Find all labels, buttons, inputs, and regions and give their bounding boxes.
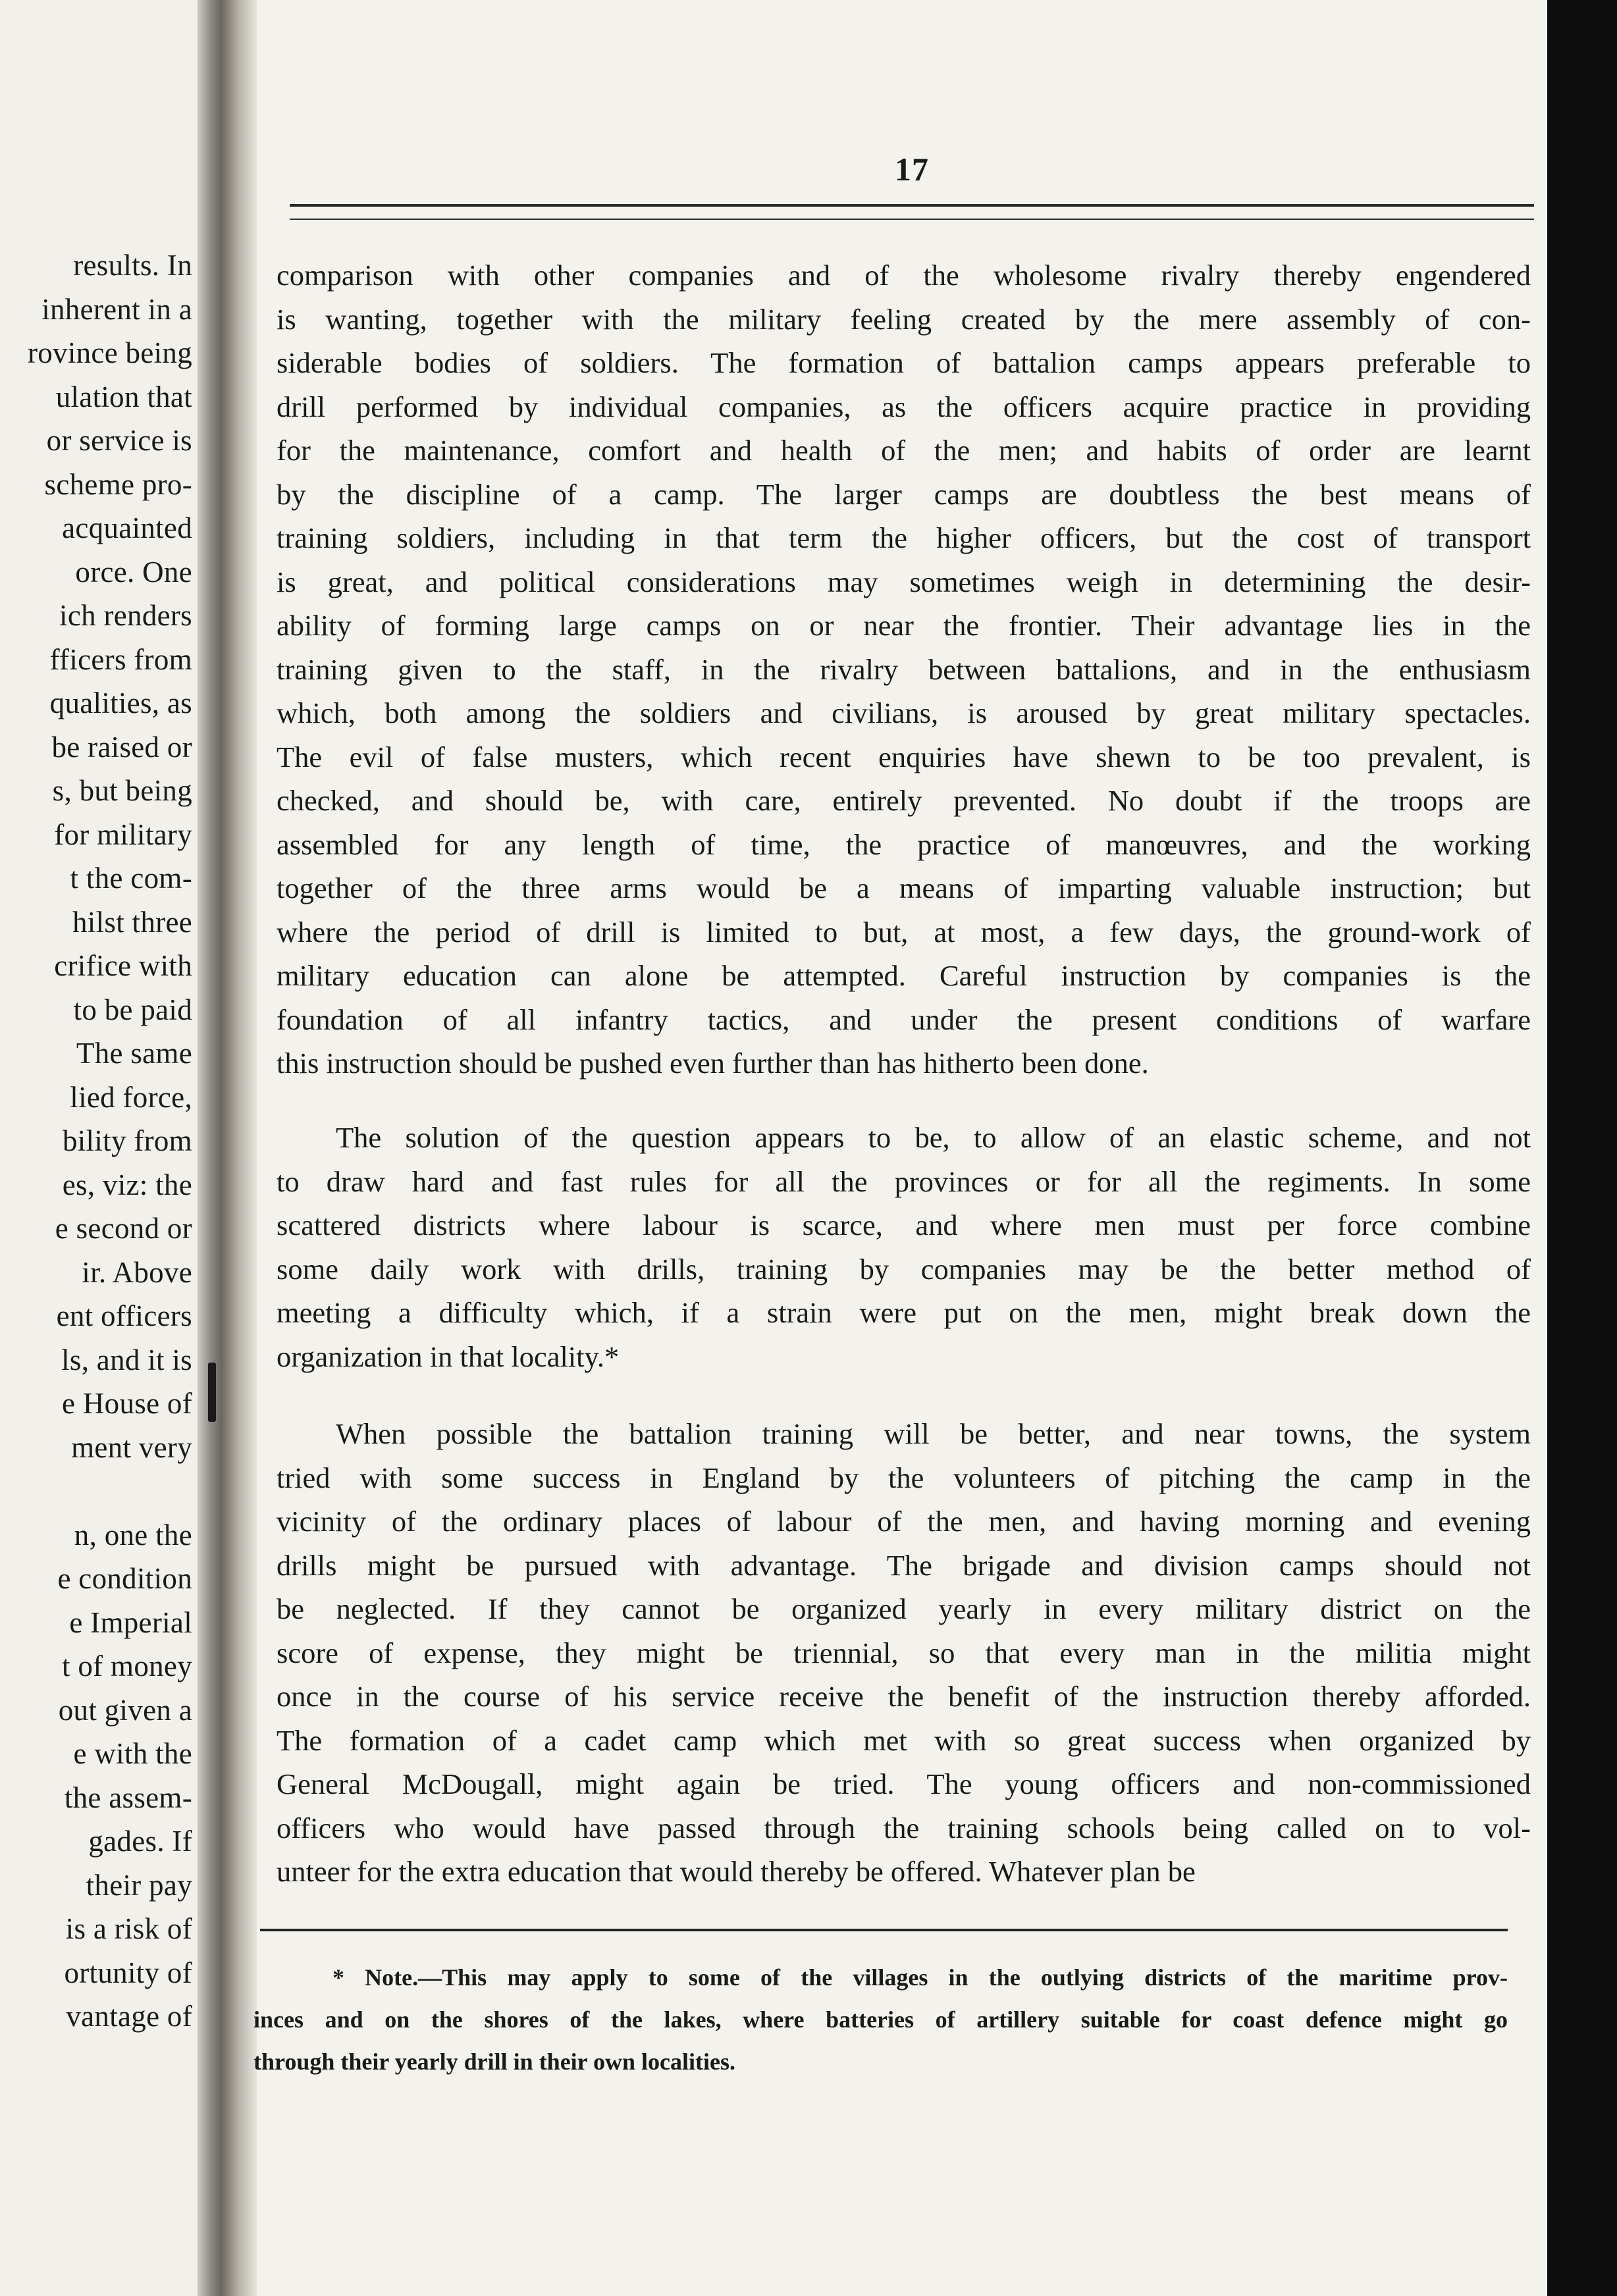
facing-page-line: scheme pro-: [44, 467, 192, 501]
facing-page-line: n, one the: [74, 1518, 192, 1552]
text-line: tried with some success in England by the volunteers of pitching the camp in the: [277, 1461, 1531, 1494]
scan-border: [1547, 0, 1617, 2296]
text-line: military education can alone be attempted. Careful instruction by companies is the: [277, 959, 1531, 992]
text-line: organization in that locality.*: [277, 1340, 620, 1373]
text-line: training soldiers, including in that term the higher officers, but the cost of transport: [277, 521, 1531, 554]
facing-page-line: crifice with: [54, 949, 192, 982]
facing-page-line: for military: [54, 818, 192, 851]
text-line: is wanting, together with the military feeling created by the mere assembly of con-: [277, 302, 1531, 336]
facing-page-line: lied force,: [70, 1080, 192, 1114]
facing-page-line: fficers from: [49, 642, 192, 676]
facing-page-line: inherent in a: [41, 292, 192, 326]
text-line: by the discipline of a camp. The larger camps are doubtless the best means of: [277, 477, 1531, 511]
facing-page-line: the assem-: [64, 1781, 192, 1814]
text-line: be neglected. If they cannot be organized yearly in every military district on the: [277, 1592, 1531, 1625]
facing-page: [0, 0, 198, 2296]
facing-page-line: orce. One: [75, 555, 192, 588]
text-line: once in the course of his service receive the benefit of the instruction thereby afforded.: [277, 1680, 1531, 1713]
facing-page-line: ich renders: [59, 599, 192, 632]
facing-page-line: es, viz: the: [62, 1168, 192, 1201]
text-line: for the maintenance, comfort and health of the men; and habits of order are learnt: [277, 434, 1531, 467]
facing-page-line: out given a: [58, 1693, 192, 1727]
facing-page-line: e condition: [57, 1562, 192, 1595]
facing-page-line: hilst three: [72, 905, 192, 939]
text-line: officers who would have passed through the training schools being called on to vol-: [277, 1811, 1531, 1844]
facing-page-line: acquainted: [62, 511, 192, 544]
facing-page-line: is a risk of: [65, 1912, 192, 1945]
text-line: foundation of all infantry tactics, and under the present conditions of warfare: [277, 1003, 1531, 1036]
text-line: where the period of drill is limited to but, at most, a few days, the ground-work of: [277, 915, 1531, 949]
facing-page-line: gades. If: [88, 1825, 192, 1858]
facing-page-line: ortunity of: [64, 1956, 192, 1989]
text-line: training given to the staff, in the rivalry between battalions, and in the enthusiasm: [277, 652, 1531, 686]
footnote-line: * Note.—This may apply to some of the villages in the outlying districts of the maritime prov-: [332, 1964, 1508, 1991]
text-line: drill performed by individual companies, as the officers acquire practice in providing: [277, 390, 1531, 423]
facing-page-line: ls, and it is: [61, 1343, 192, 1376]
facing-page-line: their pay: [86, 1868, 192, 1902]
text-line: score of expense, they might be triennial, so that every man in the militia might: [277, 1636, 1531, 1669]
facing-page-line: bility from: [62, 1124, 192, 1157]
facing-page-line: t of money: [62, 1650, 192, 1683]
facing-page-line: [0, 1469, 192, 1513]
header-rule: [290, 204, 1534, 220]
text-line: this instruction should be pushed even further than has hitherto been done.: [277, 1047, 1149, 1080]
facing-page-line: to be paid: [73, 993, 192, 1026]
facing-page-line: t the com-: [70, 862, 192, 895]
facing-page-line: results. In: [73, 249, 192, 282]
facing-page-line: rovince being: [27, 336, 192, 369]
text-line: The evil of false musters, which recent enquiries have shewn to be too prevalent, is: [277, 740, 1531, 773]
facing-page-line: The same: [76, 1037, 192, 1070]
facing-page-line: s, but being: [52, 774, 192, 807]
text-line: to draw hard and fast rules for all the provinces or for all the regiments. In some: [277, 1164, 1531, 1198]
text-line: assembled for any length of time, the practice of manœuvres, and the working: [277, 827, 1531, 861]
text-line: some daily work with drills, training by companies may be the better method of: [277, 1252, 1531, 1286]
facing-page-line: be raised or: [51, 730, 192, 764]
facing-page-line: ir. Above: [82, 1255, 192, 1289]
paragraph-1: [277, 253, 1531, 1085]
text-line: siderable bodies of soldiers. The formation of battalion camps appears preferable to: [277, 346, 1531, 379]
text-line: ability of forming large camps on or near the frontier. Their advantage lies in the: [277, 609, 1531, 642]
footnote-line: inces and on the shores of the lakes, where batteries of artillery suitable for coast defence might go: [253, 2006, 1508, 2033]
facing-page-line: e Imperial: [69, 1605, 192, 1639]
text-line: vicinity of the ordinary places of labour of the men, and having morning and evening: [277, 1505, 1531, 1538]
footnote-line: through their yearly drill in their own localities.: [253, 2048, 735, 2075]
book-gutter: [198, 0, 257, 2296]
footnote-rule: [260, 1929, 1508, 1931]
facing-page-line: qualities, as: [49, 687, 192, 719]
text-line: checked, and should be, with care, entirely prevented. No doubt if the troops are: [277, 784, 1531, 817]
facing-page-line: ment very: [71, 1430, 192, 1464]
facing-page-text: [0, 244, 192, 2039]
facing-page-line: e House of: [62, 1387, 192, 1420]
page-number: 17: [895, 151, 929, 188]
facing-page-line: e second or: [55, 1212, 192, 1245]
binding-clip: [208, 1363, 216, 1422]
text-line: which, both among the soldiers and civilians, is aroused by great military spectacles.: [277, 696, 1531, 729]
text-line: comparison with other companies and of the wholesome rivalry thereby engendered: [277, 259, 1531, 292]
text-line: scattered districts where labour is scarce, and where men must per force combine: [277, 1209, 1531, 1241]
facing-page-line: ulation that: [55, 380, 192, 413]
text-line: General McDougall, might again be tried. The young officers and non-commissioned: [277, 1767, 1531, 1800]
facing-page-line: vantage of: [66, 2000, 192, 2033]
facing-page-line: e with the: [73, 1737, 192, 1770]
paragraph-3: [277, 1412, 1531, 1894]
text-line: When possible the battalion training will be better, and near towns, the system: [336, 1417, 1531, 1450]
text-line: together of the three arms would be a means of imparting valuable instruction; but: [277, 872, 1531, 904]
text-line: is great, and political considerations may sometimes weigh in determining the desir-: [277, 565, 1531, 598]
text-line: meeting a difficulty which, if a strain were put on the men, might break down the: [277, 1296, 1531, 1329]
facing-page-line: ent officers: [56, 1299, 192, 1332]
paragraph-2: [277, 1116, 1531, 1378]
facing-page-line: or service is: [46, 424, 192, 457]
text-line: The formation of a cadet camp which met with so great success when organized by: [277, 1723, 1531, 1757]
text-line: unteer for the extra education that would thereby be offered. Whatever plan be: [277, 1855, 1196, 1888]
footnote: [253, 1956, 1508, 2083]
text-line: The solution of the question appears to be, to allow of an elastic scheme, and not: [336, 1121, 1531, 1154]
text-line: drills might be pursued with advantage. The brigade and division camps should not: [277, 1548, 1531, 1582]
